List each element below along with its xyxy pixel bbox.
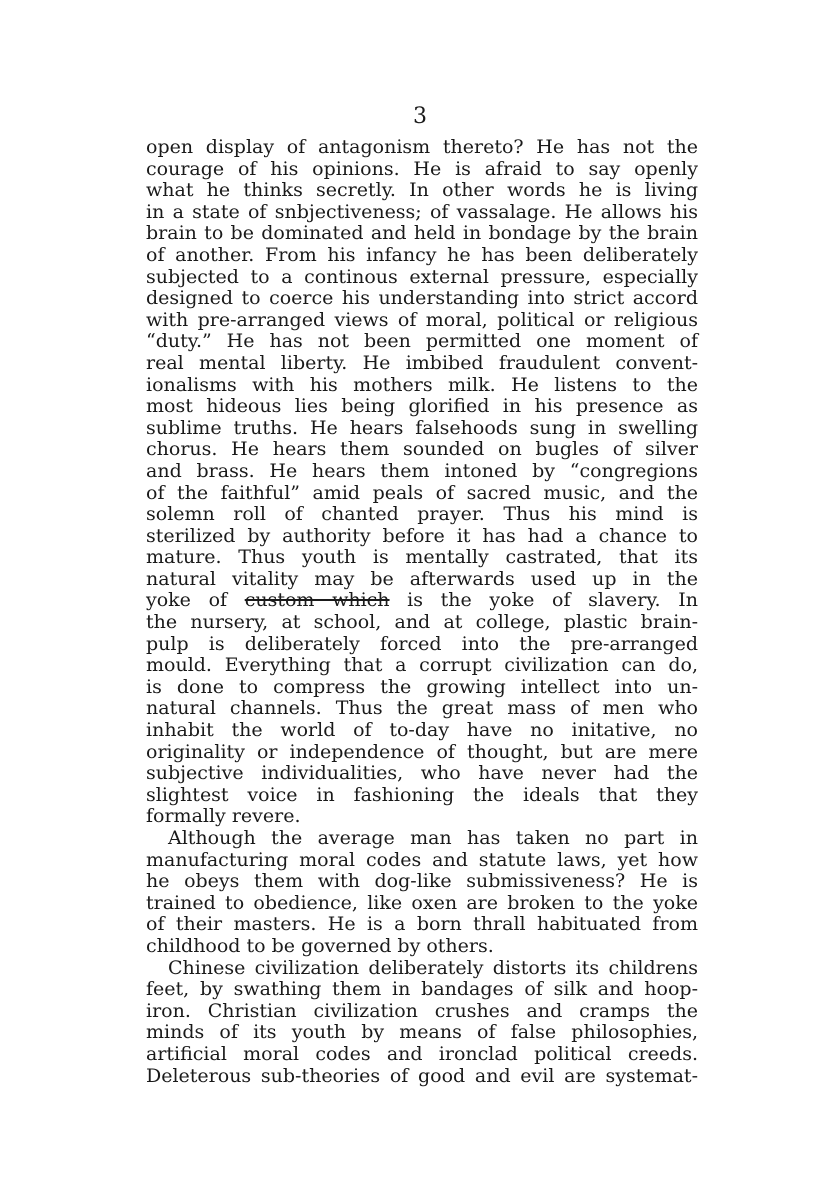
body-text [146, 137, 698, 1087]
text-line: open display of antagonism thereto? He has not the [146, 136, 698, 158]
text-line: brain to be dominated and held in bondage by the brain [146, 222, 698, 245]
text-line: inhabit the world of to-day have no initative, no [146, 719, 698, 742]
text-line: originality or independence of thought, but are mere [146, 740, 698, 763]
text-line: real mental liberty. He imbibed fraudulent convent- [146, 351, 698, 374]
text-line: of their masters. He is a born thrall habituated from [146, 913, 698, 936]
text-line: most hideous lies being glorified in his presence as [146, 395, 698, 418]
text-line: slightest voice in fashioning the ideals that they [146, 783, 698, 806]
text-line: pulp is deliberately forced into the pre-arranged [146, 632, 698, 655]
text-line: he obeys them with dog-like submissiveness? He is [146, 870, 698, 893]
text-line: subjective individualities, who have never had the [146, 762, 698, 785]
text-line: and brass. He hears them intoned by “congregions [146, 459, 698, 482]
text-segment: yoke of [146, 589, 245, 612]
paragraph-end-line: childhood to be governed by others. [146, 934, 494, 957]
text-line: in a state of snbjectiveness; of vassalage. He allows his [146, 200, 698, 223]
text-line: trained to obedience, like oxen are broken to the yoke [146, 891, 698, 914]
text-line: courage of his opinions. He is afraid to say openly [146, 157, 698, 180]
text-line: mature. Thus youth is mentally castrated, that its [146, 546, 698, 569]
text-line: sublime truths. He hears falsehoods sung in swelling [146, 416, 698, 439]
text-line: “duty.” He has not been permitted one moment of [146, 330, 698, 353]
text-line: solemn roll of chanted prayer. Thus his mind is [146, 503, 698, 526]
text-line: ionalisms with his mothers milk. He listens to the [146, 373, 698, 396]
text-line: of the faithful” amid peals of sacred music, and the [146, 481, 698, 504]
text-line: natural vitality may be afterwards used up in the [146, 567, 698, 590]
text-line: minds of its youth by means of false philosophies, [146, 1021, 698, 1044]
text-segment: is the yoke of slavery. In [389, 589, 698, 612]
text-line: the nursery, at school, and at college, plastic brain- [146, 611, 698, 634]
text-line: artificial moral codes and ironclad political creeds. [146, 1042, 698, 1065]
text-line: what he thinks secretly. In other words he is living [146, 179, 698, 202]
paragraph-start-line: Although the average man has taken no part in [168, 827, 698, 849]
text-line: with pre-arranged views of moral, political or religious [146, 308, 698, 331]
text-line-with-strikethrough [146, 590, 698, 612]
text-line: manufacturing moral codes and statute laws, yet how [146, 848, 698, 871]
paragraph-end-line: formally revere. [146, 805, 301, 828]
text-line: iron. Christian civilization crushes and cramps the [146, 999, 698, 1022]
text-line: chorus. He hears them sounded on bugles of silver [146, 438, 698, 461]
text-line: mould. Everything that a corrupt civilization can do, [146, 654, 698, 677]
struck-text: custom which [244, 589, 390, 612]
text-line: of another. From his infancy he has been deliberately [146, 243, 698, 266]
text-line: designed to coerce his understanding into strict accord [146, 287, 698, 310]
text-line: subjected to a continous external pressure, especially [146, 265, 698, 288]
text-line: Deleterous sub-theories of good and evil are systemat- [146, 1064, 698, 1087]
text-line: is done to compress the growing intellect into un- [146, 675, 698, 698]
page-number: 3 [413, 104, 427, 129]
text-line: feet, by swathing them in bandages of silk and hoop- [146, 978, 698, 1001]
text-line: sterilized by authority before it has had a chance to [146, 524, 698, 547]
paragraph-start-line: Chinese civilization deliberately distorts its childrens [168, 956, 698, 979]
text-line: natural channels. Thus the great mass of men who [146, 697, 698, 720]
